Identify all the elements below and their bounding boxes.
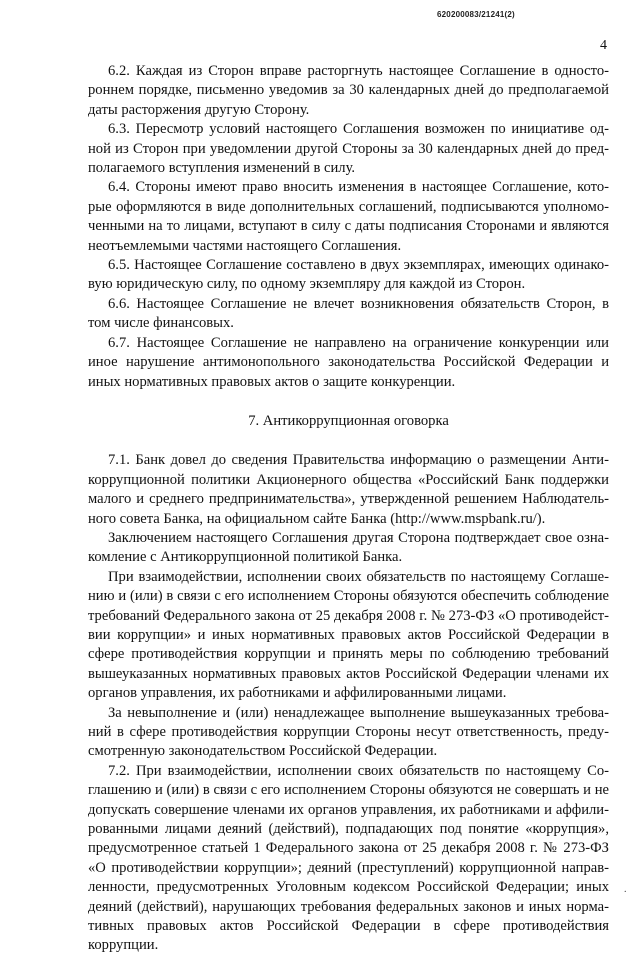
paragraph-6-4: 6.4. Стороны имеют право вносить изменения в настоящее Соглашение, которые оформляются в виде дополнительных соглашений, подписываются уполномоченными на то лицами, вступают в силу с даты подписания Сторонами и являются неотъемлемыми частями настоящего Соглашения. [88,179,609,254]
paragraph-7-1: 7.1. Банк довел до сведения Правительства информацию о размещении Антикоррупционной политики Акционерного общества «Российский Банк поддержки малого и среднего предпринимательства», утвержденной решением Наблюдательного совета Банка, на официальном сайте Банка (http://www.mspbank.ru/). [88,452,609,527]
paragraph-compliance: При взаимодействии, исполнении своих обязательств по настоящему Соглашению и (или) в связи с его исполнением Стороны обязуются обеспечить соблюдение требований Федерального закона от 25 декабря 2008 г. № 273-ФЗ «О противодействии коррупции» и иных нормативных правовых актов Российской Федерации в сфере противодействия коррупции и принять меры по соблюдению требований вышеуказанных нормативных правовых актов Российской Федерации членами их органов управления, их работниками и аффилированными лицами. [88,568,609,702]
document-body [88,62,609,956]
paragraph-7-2: 7.2. При взаимодействии, исполнении своих обязательств по настоящему Соглашению и (или) в связи с его исполнением Стороны обязуются не совершать и не допускать совершение членами их органов управления, их работниками и аффилированными лицами деяний (действий), подпадающих под понятие «коррупция», предусмотренное статьей 1 Федерального закона от 25 декабря 2008 г. № 273-ФЗ «О противодействии коррупции»; деяний (преступлений) коррупционной направленности, предусмотренных Уголовным кодексом Российской Федерации; иных деяний (действий), нарушающих требования федеральных законов и иных нормативных правовых актов Российской Федерации в сфере противодействия коррупции. [88,762,609,954]
document-code: 620200083/21241(2) [437,10,515,19]
page-number: 4 [600,38,607,53]
paragraph-liability: За невыполнение и (или) ненадлежащее выполнение вышеуказанных требований в сфере противодействия коррупции Стороны несут ответственность, предусмотренную законодательством Российской Федерации. [88,704,609,760]
footer-mark: . [624,884,627,895]
paragraph-6-5: 6.5. Настоящее Соглашение составлено в двух экземплярах, имеющих одинаковую юридическую силу, по одному экземпляру для каждой из Сторон. [88,257,609,293]
section-heading: 7. Антикоррупционная оговорка [248,412,449,429]
paragraph-6-3: 6.3. Пересмотр условий настоящего Соглашения возможен по инициативе одной из Сторон при уведомлении другой Стороны за 30 календарных дней до предполагаемого вступления изменений в силу. [88,121,609,177]
paragraph-acknowledgement: Заключением настоящего Соглашения другая Сторона подтверждает свое ознакомление с Антикоррупционной политикой Банка. [88,529,609,566]
paragraph-6-7: 6.7. Настоящее Соглашение не направлено на ограничение конкуренции или иное нарушение антимонопольного законодательства Российской Федерации и иных нормативных правовых актов о защите конкуренции. [88,334,609,390]
paragraph-6-2: 6.2. Каждая из Сторон вправе расторгнуть настоящее Соглашение в одностороннем порядке, письменно уведомив за 30 календарных дней до предполагаемой даты расторжения другую Сторону. [88,63,609,118]
paragraph-6-6: 6.6. Настоящее Соглашение не влечет возникновения обязательств Сторон, в том числе финансовых. [88,295,609,332]
